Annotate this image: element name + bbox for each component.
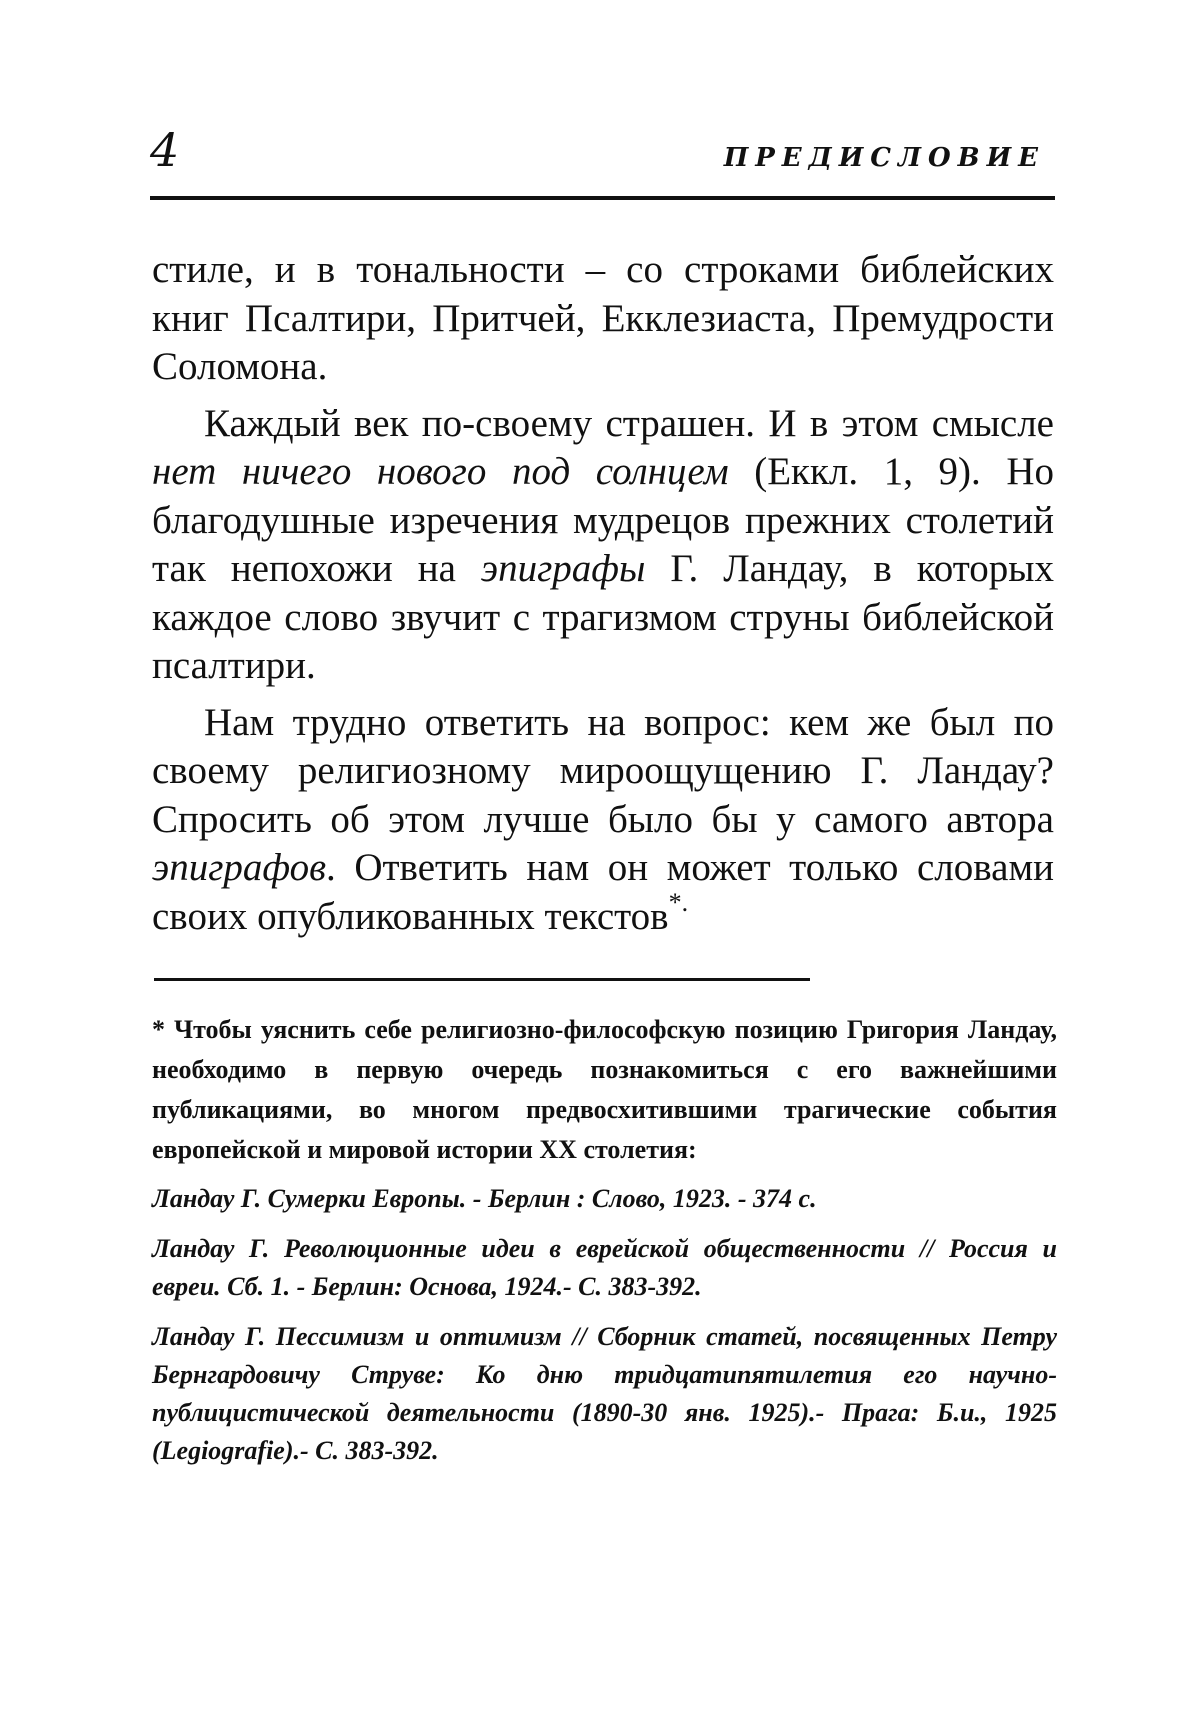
footnotes <box>152 1010 1057 1470</box>
body-text <box>152 246 1054 941</box>
paragraph-3-emphasis-a: эпиграфов <box>152 846 327 889</box>
page-number: 4 <box>150 123 180 177</box>
paragraph-2-text-b: (Еккл. 1, 9). Но благодушные изречения мудрецов прежних столетий так непохожи на <box>152 450 1054 590</box>
paragraph-2-text-a: Каждый век по-своему страшен. И в этом смысле <box>204 401 1054 445</box>
paragraph-2-text-c: Г. Ландау, в которых каждое слово звучит с трагизмом струны библейской псалтири. <box>152 547 1054 687</box>
paragraph-1 <box>152 246 1054 392</box>
footnote-reference: Ландау Г. Сумерки Европы. - Берлин : Слово, 1923. - 374 с. <box>152 1184 817 1213</box>
paragraph-3-text-a: Нам трудно ответить на вопрос: кем же был по своему религиозному мироощущению Г. Ландау? Спросить об этом лучше было бы у самого автора <box>152 700 1054 841</box>
paragraph-2-emphasis-b: эпиграфы <box>480 547 646 590</box>
footnote-reference: Ландау Г. Революционные идеи в еврейской общественности // Россия и евреи. Сб. 1. - Берлин: Основа, 1924.- С. 383-392. <box>152 1234 1057 1301</box>
footnote-text: * Чтобы уяснить себе религиозно-философскую позицию Григория Ландау, необходимо в первую очередь познакомиться с его важнейшими публикациями, во многом предвосхитившими трагические события европейской и мировой истории XX столетия: <box>152 1015 1057 1164</box>
footnote-rule <box>154 978 810 981</box>
paragraph-1-text: стиле, и в тональности – со строками библейских книг Псалтири, Притчей, Екклезиаста, Премудрости Соломона. <box>152 248 1054 388</box>
footnote-reference: Ландау Г. Пессимизм и оптимизм // Сборник статей, посвященных Петру Бернгардовичу Струве: Ко дню тридцатипятилетия его научно-публицистической деятельности (1890-30 янв. 1925).- Прага: Б.и., 1925 (Legiografie).- С. 383-392. <box>152 1322 1057 1465</box>
paragraph-2 <box>152 400 1054 691</box>
footnote-marker: *. <box>668 887 689 917</box>
paragraph-2-emphasis-a: нет ничего нового под солнцем <box>152 450 729 493</box>
running-title: ПРЕДИСЛОВИЕ <box>723 143 1045 173</box>
page-header <box>150 120 1055 200</box>
paragraph-3-text-b: . Ответить нам он может только словами своих опубликованных текстов <box>152 846 1054 938</box>
paragraph-3 <box>152 699 1054 942</box>
header-rule <box>150 196 1055 200</box>
